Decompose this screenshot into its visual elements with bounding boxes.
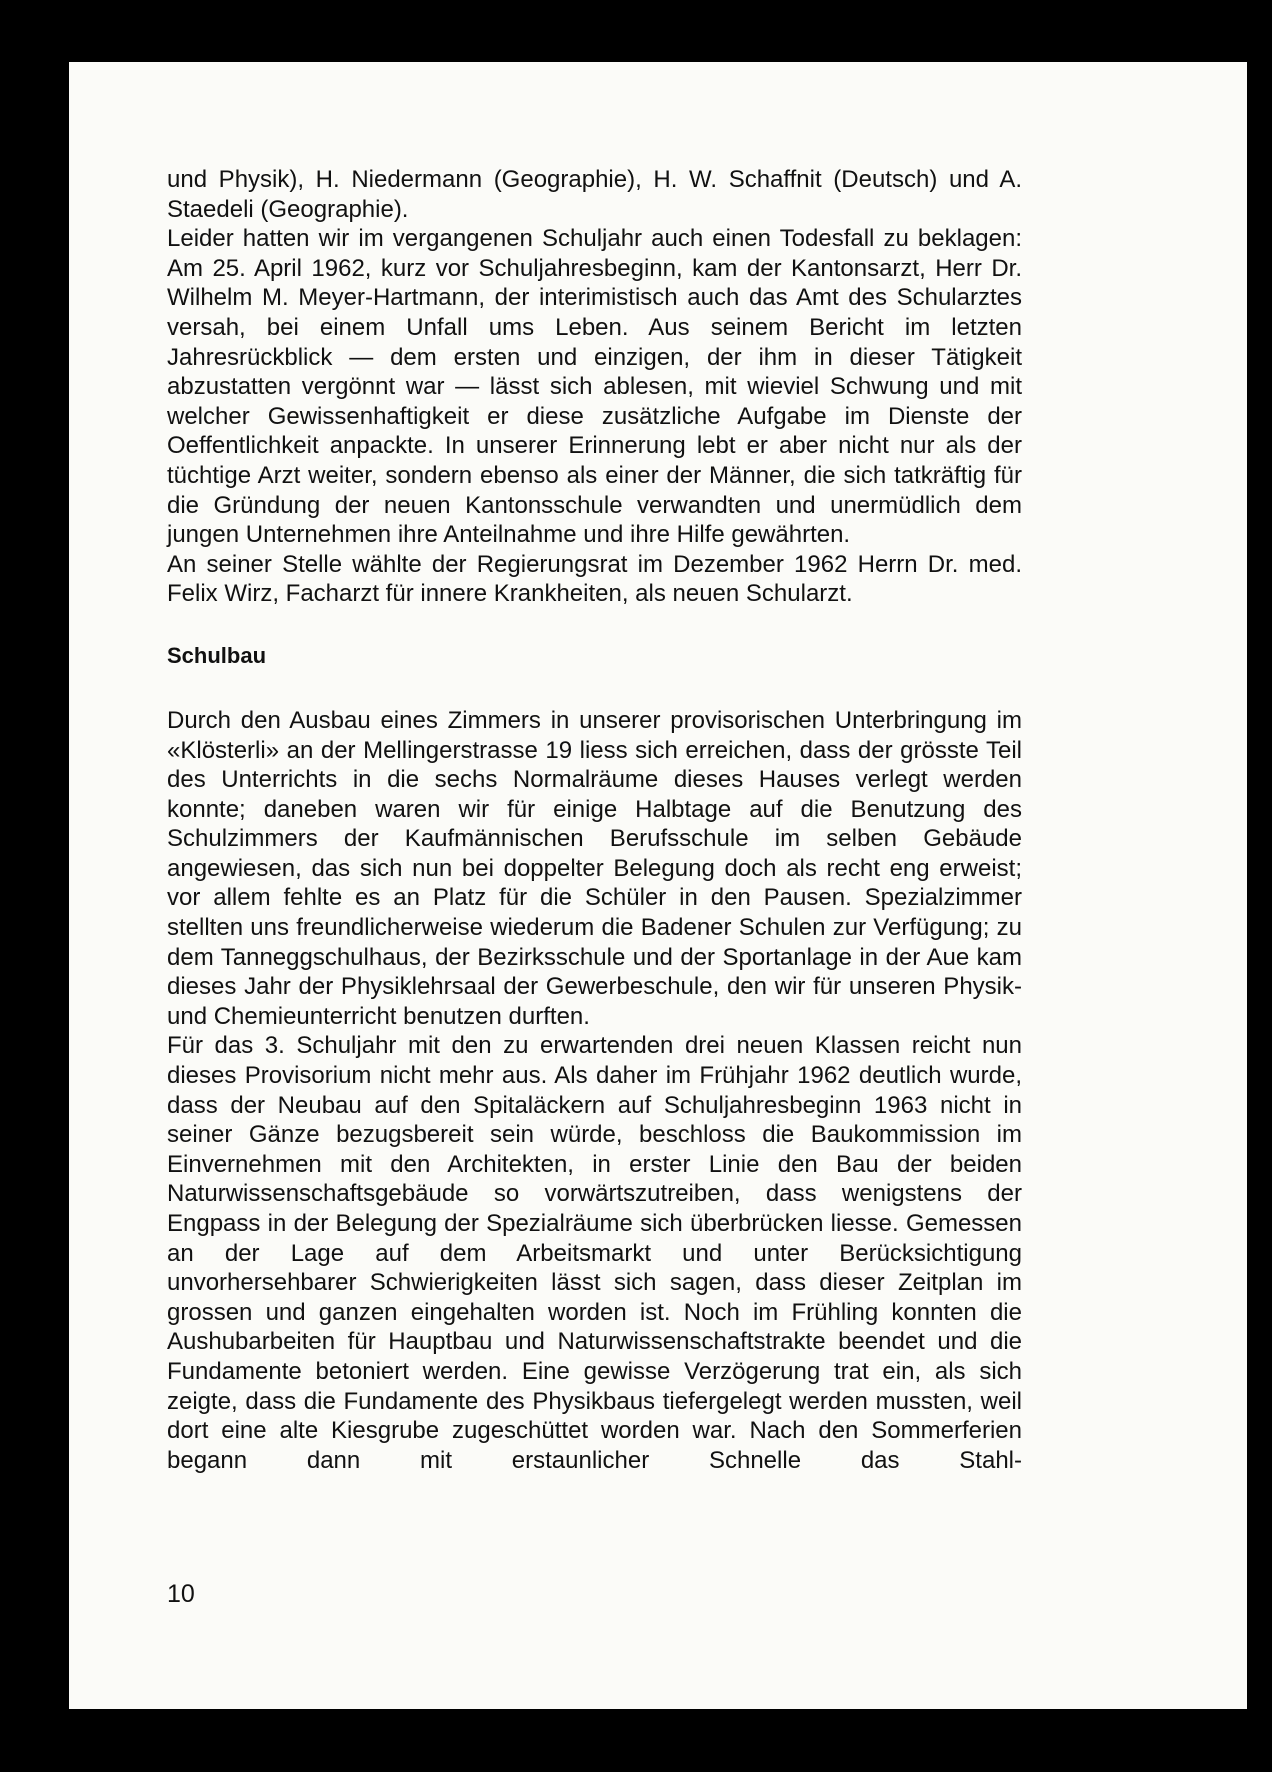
paragraph: und Physik), H. Niedermann (Geographie), H. W. Schaffnit (Deutsch) und A. Staedeli (Geographie). bbox=[167, 166, 1022, 223]
paragraph: Für das 3. Schuljahr mit den zu erwartenden drei neuen Klassen reicht nun dieses Provisorium nicht mehr aus. Als daher im Frühjahr 1962 deutlich wurde, dass der Neubau auf den Spitaläckern auf Schuljahresbeginn 1963 nicht in seiner Gänze bezugsbereit sein würde, beschloss die Baukommission im Einvernehmen mit den Architekten, in erster Linie den Bau der beiden Naturwissenschaftsgebäude so vorwärtszutreiben, dass wenigstens der Engpass in der Belegung der Spezialräume sich überbrücken liesse. Gemessen an der Lage auf dem Arbeitsmarkt und unter Berücksichtigung unvorhersehbarer Schwierigkeiten lässt sich sagen, dass dieser Zeitplan im grossen und ganzen eingehalten worden ist. Noch im Frühling konnten die Aushubarbeiten für Hauptbau und Naturwissenschaftstrakte beendet und die Fundamente betoniert werden. Eine gewisse Verzögerung trat ein, als sich zeigte, dass die Fundamente des Physikbaus tiefergelegt werden mussten, weil dort eine alte Kiesgrube zugeschüttet worden war. Nach den Sommerferien begann dann mit erstaunlicher Schnelle das Stahl- bbox=[167, 1032, 1022, 1474]
document-page bbox=[69, 62, 1247, 1709]
paragraph: An seiner Stelle wählte der Regierungsrat im Dezember 1962 Herrn Dr. med. Felix Wirz, Facharzt für innere Krankheiten, als neuen Schularzt. bbox=[167, 550, 1022, 608]
page-number: 10 bbox=[167, 1580, 195, 1608]
paragraph: Durch den Ausbau eines Zimmers in unserer provisorischen Unterbringung im «Klösterli» an der Mellingerstrasse 19 liess sich erreichen, dass der grösste Teil des Unterrichts in die sechs Normalräume dieses Hauses verlegt werden konnte; daneben waren wir für einige Halbtage auf die Benutzung des Schulzimmers der Kaufmännischen Berufsschule im selben Gebäude angewiesen, das sich nun bei doppelter Belegung doch als recht eng erweist; vor allem fehlte es an Platz für die Schüler in den Pausen. Spezialzimmer stellten uns freundlicherweise wiederum die Badener Schulen zur Verfügung; zu dem Tanneggschulhaus, der Bezirksschule und der Sportanlage in der Aue kam dieses Jahr der Physiklehrsaal der Gewerbeschule, den wir für unseren Physik- und Chemieunterricht benutzen durften. bbox=[167, 706, 1022, 1030]
section-heading: Schulbau bbox=[167, 642, 267, 668]
paragraph: Leider hatten wir im vergangenen Schuljahr auch einen Todesfall zu beklagen: Am 25. April 1962, kurz vor Schuljahresbeginn, kam der Kantonsarzt, Herr Dr. Wilhelm M. Meyer-Hartmann, der interimistisch auch das Amt des Schularztes versah, bei einem Unfall ums Leben. Aus seinem Bericht im letzten Jahresrückblick — dem ersten und einzigen, der ihm in dieser Tätigkeit abzustatten vergönnt war — lässt sich ablesen, mit wieviel Schwung und mit welcher Gewissenhaftigkeit er diese zusätzliche Aufgabe im Dienste der Oeffentlichkeit anpackte. In unserer Erinnerung lebt er aber nicht nur als der tüchtige Arzt weiter, sondern ebenso als einer der Männer, die sich tatkräftig für die Gründung der neuen Kantonsschule verwandten und unermüdlich dem jungen Unternehmen ihre Anteilnahme und ihre Hilfe gewährten. bbox=[167, 225, 1022, 549]
page-content bbox=[167, 165, 1022, 1475]
